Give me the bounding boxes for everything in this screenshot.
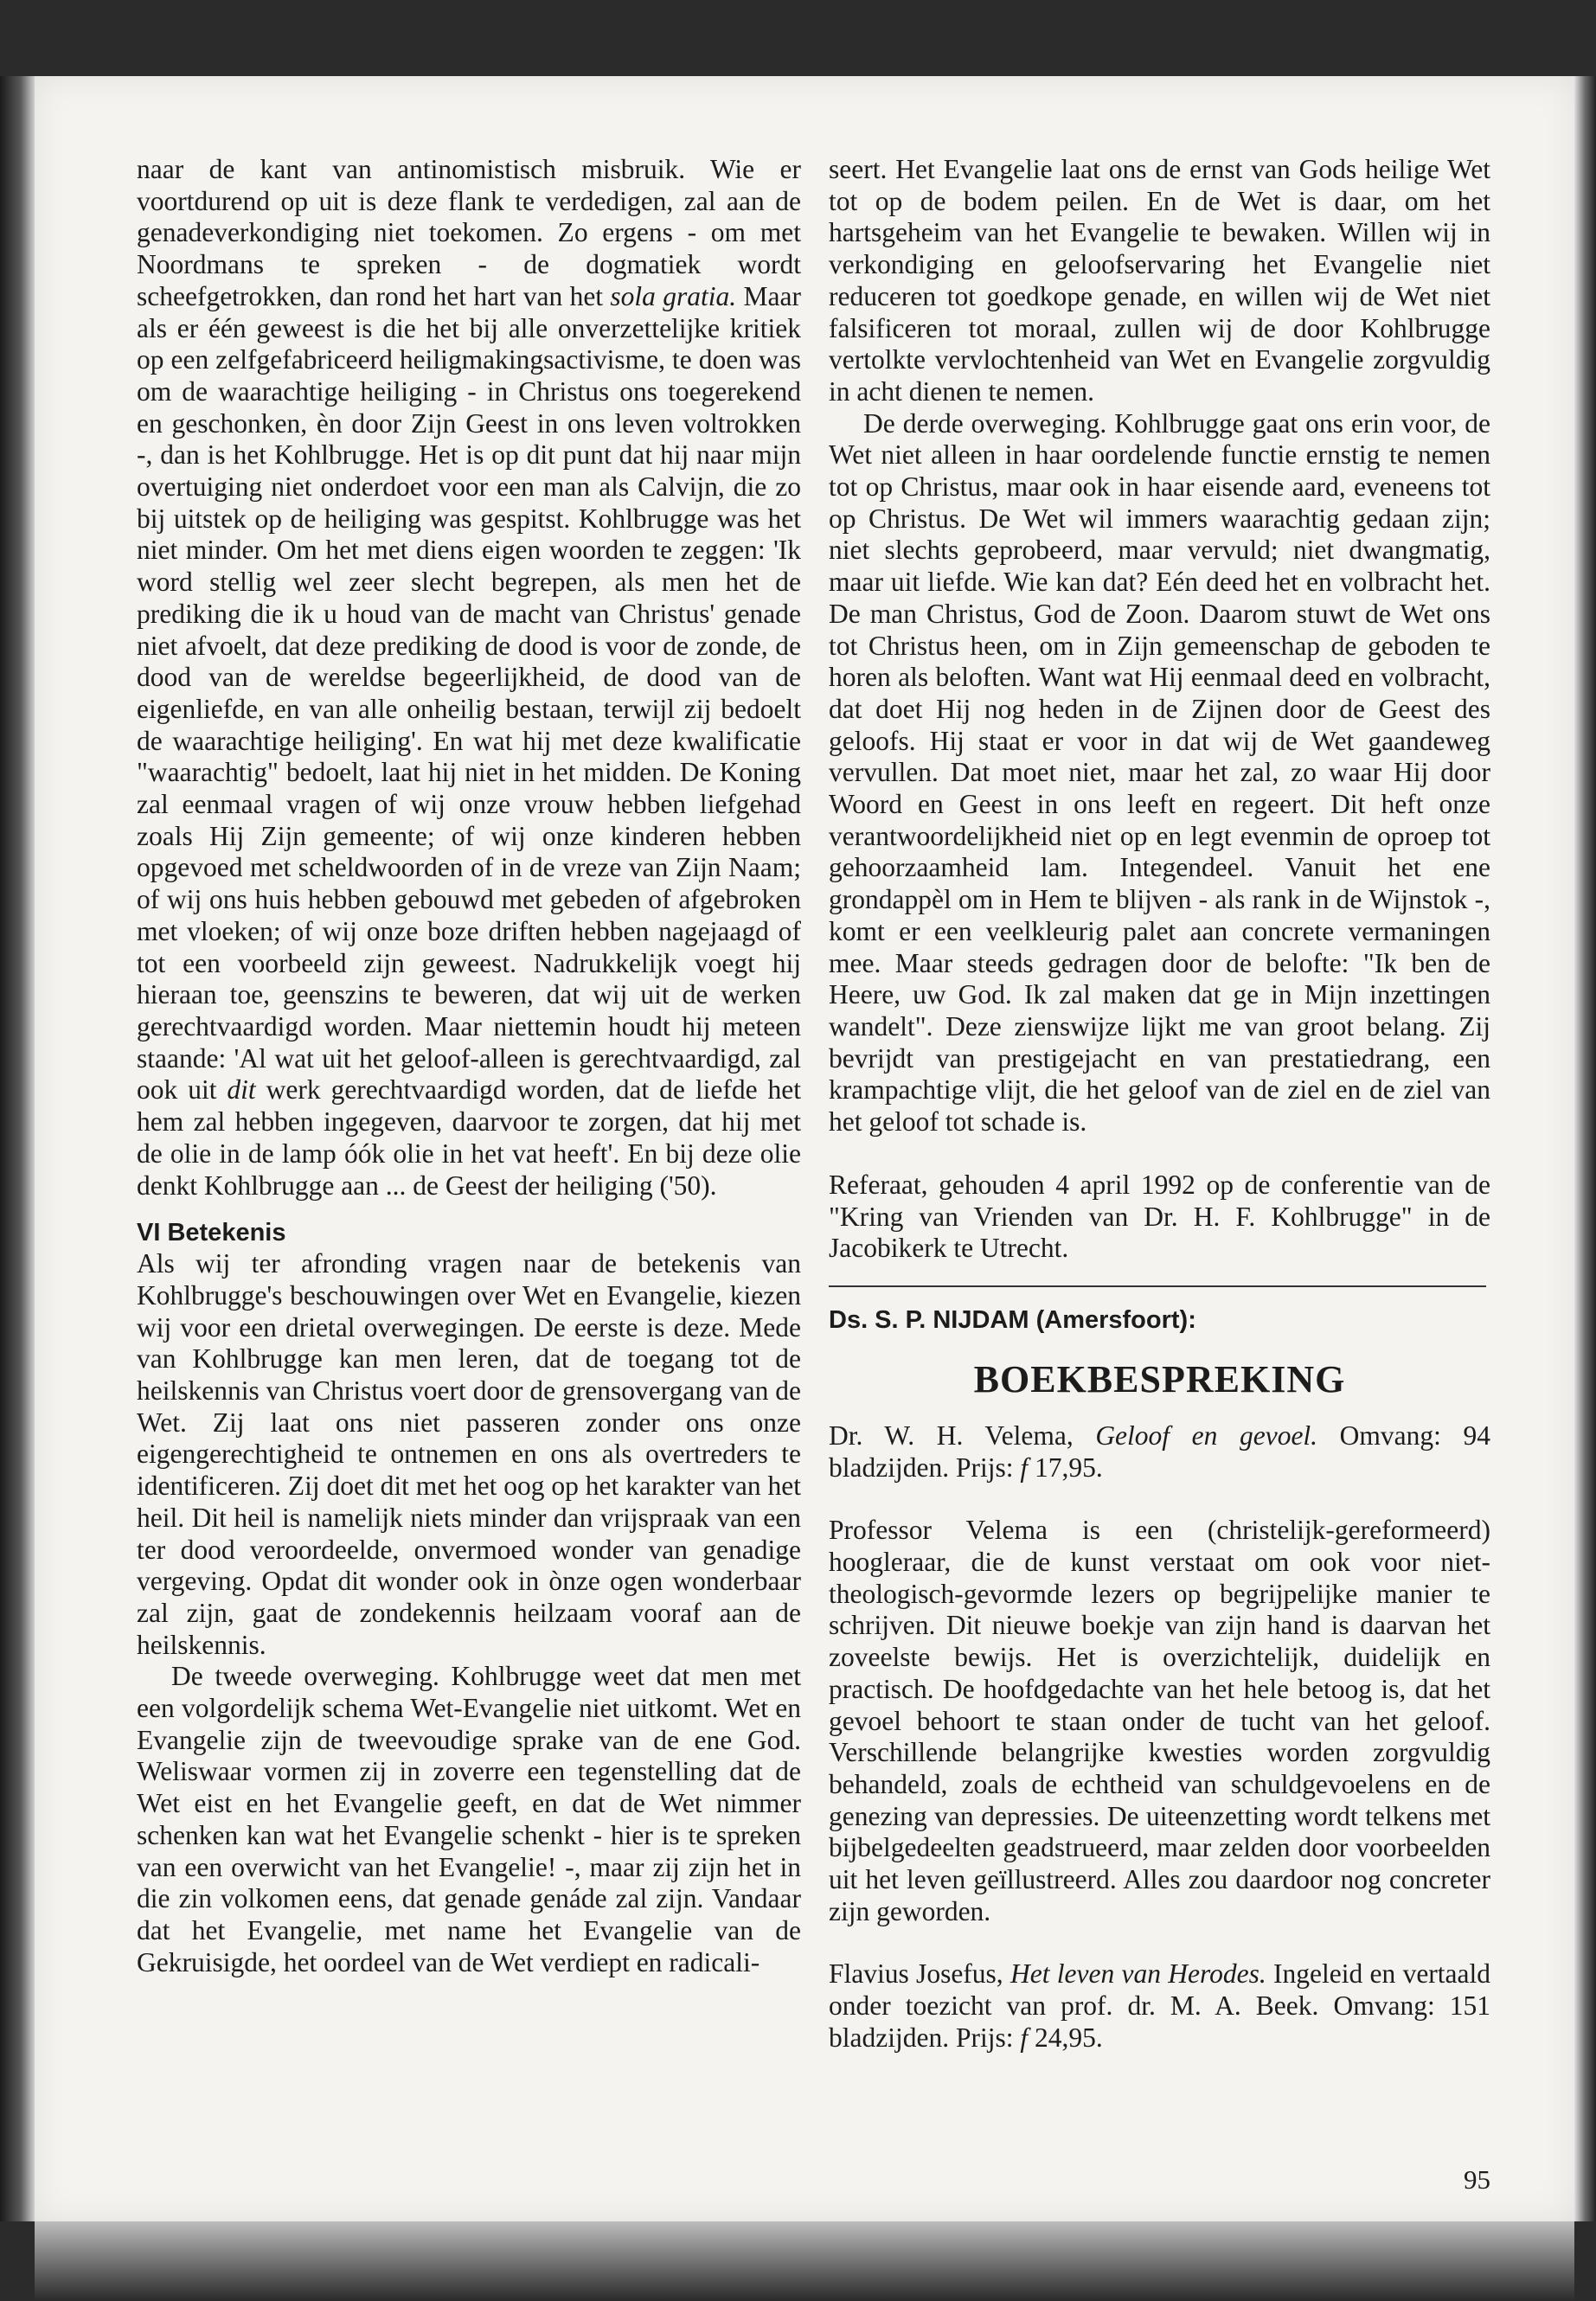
right-column xyxy=(829,154,1490,2054)
section-heading-betekenis: VI Betekenis xyxy=(137,1219,286,1247)
left-paragraph-2: Als wij ter afronding vragen naar de betekenis van Kohlbrugge's beschouwingen over Wet en Evangelie, kiezen wij voor een drietal overwegingen. De eerste is deze. Mede van Kohlbrugge kan men leren, dat de toegang tot de heilskennis van Christus voert door de grensovergang van de Wet. Zij laat ons niet passeren zonder ons onze eigengerechtigheid te ontnemen en ons als overtreders te identificeren. Zij doet dit met het oog op het karakter van het heil. Dit heil is namelijk niets minder dan vrijspraak van een ter dood veroordeelde, onvermoed wonder van genadige vergeving. Opdat dit wonder ook in ònze ogen wonderbaar zal zijn, gaat de zondekennis heilzaam vooraf aan de heilskennis. xyxy=(137,1248,801,1660)
left-paragraph-3: De tweede overweging. Kohlbrugge weet dat men met een volgordelijk schema Wet-Evangelie niet uitkomt. Wet en Evangelie zijn de tweevoudige sprake van de ene God. Weliswaar vormen zij in zoverre een tegenstelling dat de Wet eist en het Evangelie geeft, en dat de Wet nimmer schenken kan wat het Evangelie schenkt - hier is te spreken van een overwicht van het Evangelie! -, maar zij zijn het in die zin volkomen eens, dat genade genáde zal zijn. Vandaar dat het Evangelie, met name het Evangelie van de Gekruisigde, het oordeel van de Wet verdiept en radicali- xyxy=(137,1661,801,1977)
book-review-1: Professor Velema is een (christelijk-gereformeerd) hoogleraar, die de kunst verstaat om ook voor niet-theologisch-gevormde lezers op begrijpelijke manier te schrijven. Dit nieuwe boekje van zijn hand is daarvan het zoveelste bewijs. Het is overzichtelijk, duidelijk en practisch. De hoofdgedachte van het hele betoog is, dat het gevoel behoort te staan onder de tucht van het geloof. Verschillende belangrijke kwesties worden zorgvuldig behandeld, zoals de echtheid van schuldgevoelens en de genezing van depressies. De uiteenzetting wordt telkens met bijbelgedeelten geadstrueerd, maar zelden door voorbeelden uit het leven geïllustreerd. Alles zou daardoor nog concreter zijn geworden. xyxy=(829,1515,1490,1926)
book-entry-1: Dr. W. H. Velema, Geloof en gevoel. Omvang: 94 bladzijden. Prijs: f 17,95. xyxy=(829,1420,1490,1483)
section-title-boekbespreking: BOEKBESPREKING xyxy=(973,1357,1346,1400)
right-paragraph-1: seert. Het Evangelie laat ons de ernst van Gods heilige Wet tot op de bodem peilen. En de Wet is daar, om het hartsgeheim van het Evangelie te bewaken. Willen wij in verkondiging en geloofservaring het Evangelie niet reduceren tot goedkope genade, en willen wij de Wet niet falsificeren tot moraal, zullen wij de door Kohlbrugge vertolkte vervlochtenheid van Wet en Evangelie zorgvuldig in acht dienen te nemen. xyxy=(829,154,1490,407)
book-entry-2: Flavius Josefus, Het leven van Herodes. Ingeleid en vertaald onder toezicht van prof. dr. M. A. Beek. Omvang: 151 bladzijden. Prijs: f 24,95. xyxy=(829,1958,1491,2053)
divider-rule xyxy=(829,1285,1486,1287)
paragraph-spacer xyxy=(829,1927,1490,1958)
right-paragraph-2: De derde overweging. Kohlbrugge gaat ons erin voor, de Wet niet alleen in haar oordelende functie ernstig te nemen tot op Christus, maar ook in haar eisende aard, eveneens tot op Christus. De Wet wil immers waarachtig gedaan zijn; niet slechts geprobeerd, maar vervuld; niet dwangmatig, maar uit liefde. Wie kan dat? Eén deed het en volbracht het. De man Christus, God de Zoon. Daarom stuwt de Wet ons tot Christus heen, om in Zijn gemeenschap de geboden te horen als beloften. Want wat Hij eenmaal deed en volbracht, dat doet Hij nog heden in de Zijnen door de Geest des geloofs. Hij staat er voor in dat wij de Wet gaandeweg vervullen. Dat moet niet, maar het zal, zo waar Hij door Woord en Geest in ons leeft en regeert. Dit heft onze verantwoordelijkheid niet op en legt evenmin de oproep tot gehoorzaamheid lam. Integendeel. Vanuit het ene grondappèl om in Hem te blijven - als rank in de Wijnstok -, komt er een veelkleurig palet aan concrete vermaningen mee. Maar steeds gedragen door de belofte: "Ik ben de Heere, uw God. Ik zal maken dat ge in Mijn inzettingen wandelt". Deze zienswijze lijkt me van groot belang. Zij bevrijdt van prestigejacht en van prestatiedrang, een krampachtige vlijt, die het geloof van de ziel en de ziel van het geloof tot schade is. xyxy=(829,407,1490,1138)
binding-edge-right xyxy=(1574,76,1596,2221)
paragraph-spacer xyxy=(829,1484,1490,1515)
page-bottom-edge xyxy=(35,2221,1574,2301)
author-line: Ds. S. P. NIJDAM (Amersfoort): xyxy=(829,1305,1196,1334)
left-paragraph-1: naar de kant van antinomistisch misbruik. Wie er voortdurend op uit is deze flank te verdedigen, zal aan de genadeverkondiging niet toekomen. Zo ergens - om met Noordmans te spreken - de dogmatiek wordt scheefgetrokken, dan rond het hart van het sola gratia. Maar als er één geweest is die het bij alle onverzettelijke kritiek op een zelfgefabriceerd heiligmakingsactivisme, te doen was om de waarachtige heiliging - in Christus ons toegerekend en geschonken, èn door Zijn Geest in ons leven voltrokken -, dan is het Kohlbrugge. Het is op dit punt dat hij naar mijn overtuiging niet onderdoet voor een man als Calvijn, die zo bij uitstek op de heiliging was gespitst. Kohlbrugge was het niet minder. Om het met diens eigen woorden te zeggen: 'Ik word stellig wel zeer slecht begrepen, als men het de prediking die ik u houd van de macht van Christus' genade niet afvoelt, dat deze prediking de dood is voor de zonde, de dood van de wereldse begeerlijkheid, de dood van de eigenliefde, en van alle onheilig bestaan, terwijl zij bedoelt de waarachtige heiliging'. En wat hij met deze kwalificatie "waarachtig" bedoelt, laat hij niet in het midden. De Koning zal eenmaal vragen of wij onze vrouw hebben liefgehad zoals Hij Zijn gemeente; of wij onze kinderen hebben opgevoed met scheldwoorden of in de vreze van Zijn Naam; of wij ons huis hebben gebouwd met gebeden of afgebroken met vloeken; of wij onze boze driften hebben nagejaagd of tot een voorbeeld zijn geweest. Nadrukkelijk voegt hij hieraan toe, geenszins te beweren, dat wij uit de werken gerechtvaardigd worden. Maar niettemin houdt hij meteen staande: 'Al wat uit het geloof-alleen is gerechtvaardigd, zal ook uit dit werk gerechtvaardigd worden, dat de liefde het hem zal hebben ingegeven, daarvoor te zorgen, dat hij met de olie in de lamp óók olie in het vat heeft'. En bij deze olie denkt Kohlbrugge aan ... de Geest der heiliging ('50). xyxy=(137,154,801,1201)
left-column xyxy=(137,154,801,1978)
binding-edge-left xyxy=(0,76,35,2221)
paragraph-spacer xyxy=(829,1138,1490,1170)
page-number: 95 xyxy=(1464,2164,1490,2195)
lecture-note: Referaat, gehouden 4 april 1992 op de conferentie van de "Kring van Vrienden van Dr. H. F. Kohlbrugge" in de Jacobikerk te Utrecht. xyxy=(829,1169,1490,1264)
